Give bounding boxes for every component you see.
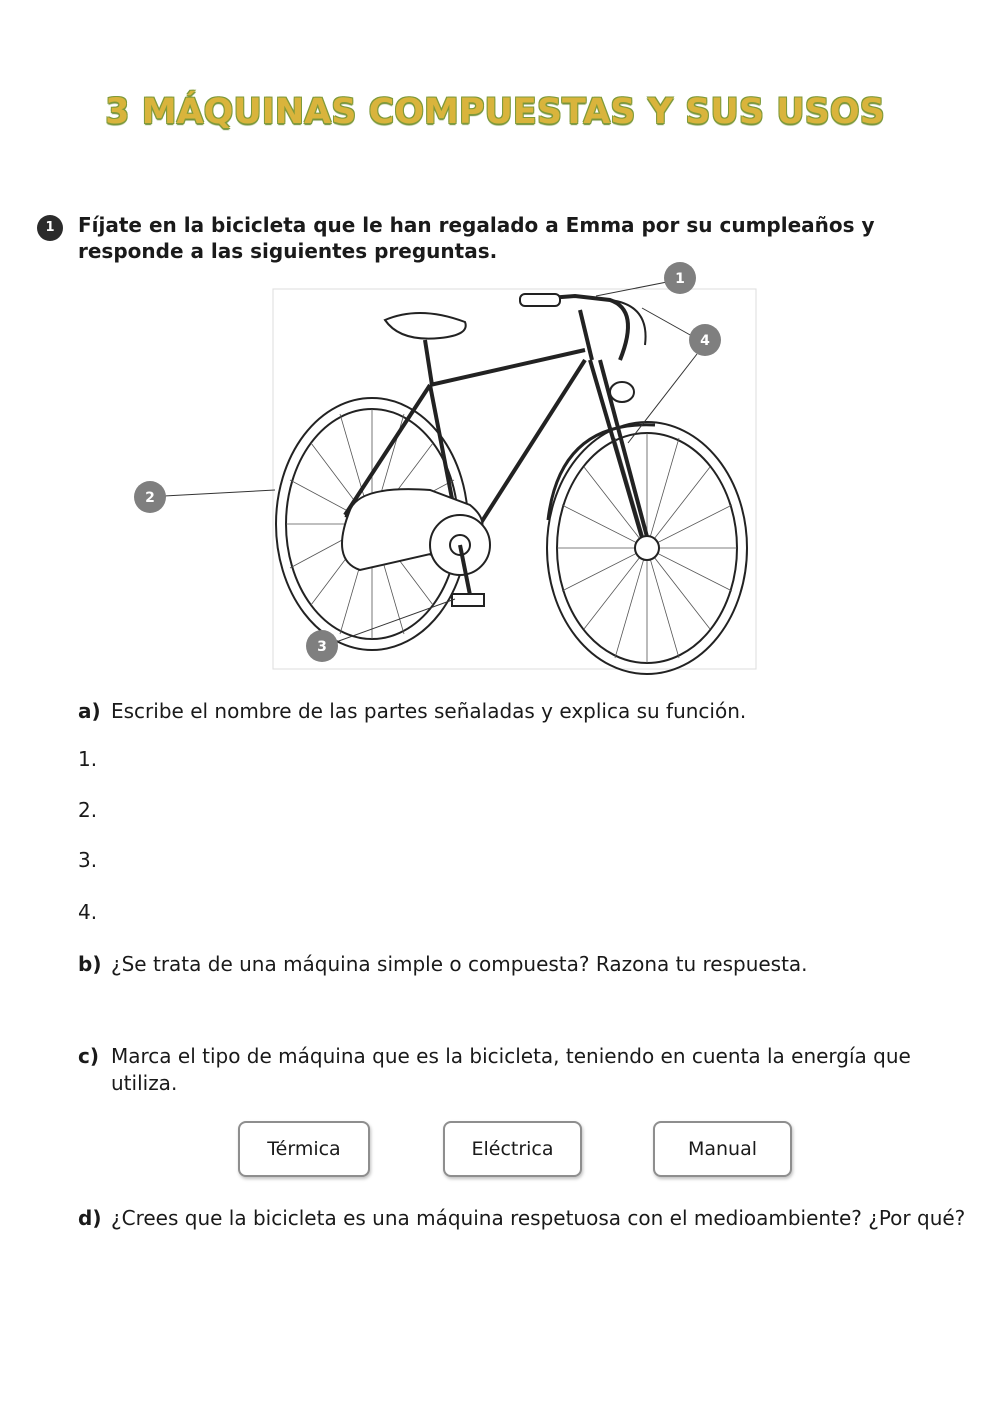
part-c-text: Marca el tipo de máquina que es la bicicleta, teniendo en cuenta la energía que utiliza. — [111, 1044, 911, 1095]
answer-item-2: 2. — [78, 798, 98, 822]
question-text: Fíjate en la bicicleta que le han regalado a Emma por su cumpleaños y responde a las siguientes preguntas. — [78, 213, 875, 263]
part-d — [78, 1205, 965, 1232]
answer-item-1: 1. — [78, 747, 98, 771]
callout-2: 2 — [145, 490, 155, 506]
answer-item-4: 4. — [78, 900, 98, 924]
part-b-label: b) — [78, 952, 102, 976]
callout-4: 4 — [700, 333, 710, 349]
part-a-text: Escribe el nombre de las partes señaladas y explica su función. — [111, 699, 747, 723]
option-electrica-button[interactable]: Eléctrica — [443, 1121, 582, 1177]
callout-3: 3 — [317, 639, 327, 655]
page-title: 3 MÁQUINAS COMPUESTAS Y SUS USOS — [105, 92, 885, 132]
callout-1: 1 — [675, 271, 685, 287]
part-a — [78, 698, 746, 725]
part-c — [78, 1043, 951, 1097]
option-termica-button[interactable]: Térmica — [238, 1121, 370, 1177]
part-b — [78, 951, 808, 978]
part-b-text: ¿Se trata de una máquina simple o compuesta? Razona tu respuesta. — [111, 952, 808, 976]
answer-item-3: 3. — [78, 848, 98, 872]
part-a-label: a) — [78, 699, 101, 723]
question-number-badge: 1 — [37, 215, 63, 241]
part-d-text: ¿Crees que la bicicleta es una máquina respetuosa con el medioambiente? ¿Por qué? — [111, 1206, 966, 1230]
part-d-label: d) — [78, 1206, 102, 1230]
option-manual-button[interactable]: Manual — [653, 1121, 792, 1177]
part-c-label: c) — [78, 1044, 99, 1068]
bicycle-illustration — [0, 260, 1000, 690]
